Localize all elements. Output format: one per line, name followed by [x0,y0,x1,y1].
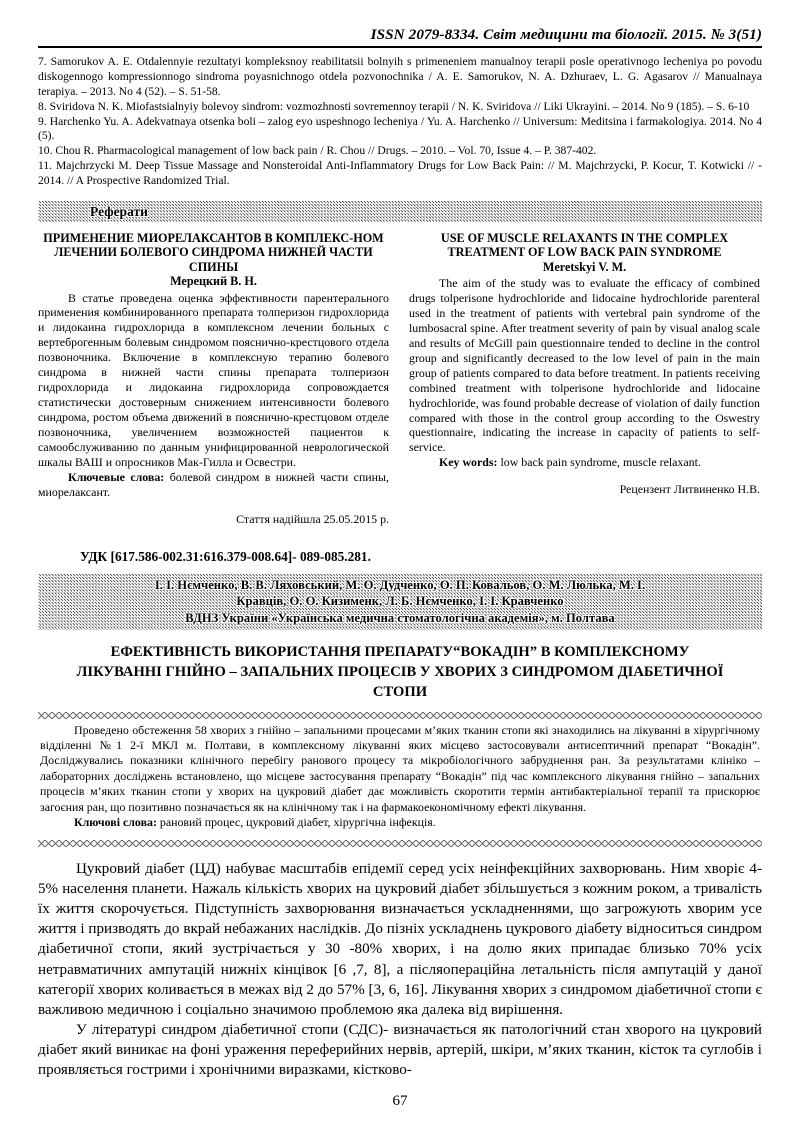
reference-list [38,55,762,189]
affiliation-line: ВДНЗ України «Українська медична стоматологічна академія», м. Полтава [185,610,615,625]
reference-item: 8. Sviridova N. K. Miofastsialnyiy bolevoy sindrom: vozmozhnosti sovremennoy terapii / N. K. Sviridova // Liki Ukrayini. – 2014. No 9 (185). – S. 6-10 [38,99,750,113]
zigzag-divider-top [38,712,762,719]
running-head: ISSN 2079-8334. Світ медицини та біології. 2015. № 3(51) [370,26,762,43]
abstracts-section-label: Реферати [90,203,148,219]
page-number: 67 [392,1093,408,1109]
body-paragraph: У літературі синдром діабетичної стопи (СДС)- визначається як патологічний стан хворого на цукровий діабет який виникає на фоні ураження переферийних нервів, артерій, шкіри, м’яких тканин, кісток та суглобів і проявляється гострими і хронічними виразками, кістково- [38,1021,762,1079]
reference-item: 11. Majchrzycki M. Deep Tissue Massage and Nonsteroidal Anti-Inflammatory Drugs for Low Back Pain: // M. Majchrzycki, P. Kocur, T. Kotwicki // - 2014. // A Prospective Randomized Trial. [38,159,762,188]
abstract-ru-keywords [38,470,389,500]
article-authors-banner [38,574,762,630]
udc-code: УДК [617.586-002.31:616.379-008.64]- 089-085.281. [80,548,371,564]
abstract-ru-keywords-label: Ключевые слова: [68,469,165,484]
article-keywords [40,815,760,830]
abstract-en-keywords-label: Key words: [439,455,498,470]
body-paragraph: Цукровий діабет (ЦД) набуває масштабів епідемії серед усіх неінфекційних захворювань. Ним хворіє 4-5% населення планети. Нажаль кількість хворих на цукровий діабет збільшується з кожним роком, а тривалість їх життя скорочується. Підступність захворювання визначається ускладненнями, що загрожують хворим усе життя і призводять до вкрай небажаних наслідків. До пізніх ускладнень цукрового діабету відноситься синдром діабетичної стопи, який зустрічається у 30 -80% хворих, і на долю яких припадає близько 70% усіх нетравматичних ампутацій нижніх кінцівок [6 ,7, 8], а післяопераційна летальність після ампутацій у даної категорії хворих коливається в межах від 2 до 57% [3, 6, 16]. Лікування хворих з синдромом діабетичної стопи є важливою медичною і соціально значимою проблемою яка далека від вирішення. [38,860,762,1018]
abstract-ru-author: Мерецкий В. Н. [170,274,257,289]
article-body [38,859,762,1081]
abstract-en-footer: Рецензент Литвиненко Н.В. [619,482,760,497]
abstract-en-body: The aim of the study was to evaluate the efficacy of combined drugs tolperisone hydrochloride and lidocaine hydrochloride parenteral used in the treatment of patients with vertebral pain syndrome of the lumbosacral spine. After treatment severity of pain by visual analog scale and results of McGill pain questionnaire tended to decline in the control group and significantly decreased to the low level of pain in the main group of patients compared to data before treatment. In patients receiving combined treatment with tolperisone hydrochloride and lidocaine hydrochloride, was found probable decrease of violation of daily function compared with those in the control group according to the Oswestry questionnaire, indicating the increase in capacity of patients to self-service. [409,276,760,455]
abstract-en-title: USE OF MUSCLE RELAXANTS IN THE COMPLEX TREATMENT OF LOW BACK PAIN SYNDROME [440,231,729,260]
abstracts-section-banner [38,201,762,222]
abstract-en-keywords [409,455,760,470]
abstract-ru-keywords-value: болевой синдром в нижней части спины, миорелаксант. [38,469,389,499]
article-keywords-label: Ключові слова: [74,815,157,830]
abstract-en-keywords-value: low back pain syndrome, muscle relaxant. [497,455,701,470]
article-abstract-body: Проведено обстеження 58 хворих з гнійно – запальними процесами м’яких тканин стопи які знаходились на лікуванні в хірургічному відділенні №1 2-ї МКЛ м. Полтави, в комплексному лікуванні яких місцево застосовували антисептичний препарат “Вокадін”. Досліджувались показники клінічного перебігу ранового процесу та мікробіологічного забруднення ран. За результатами клініко – лабораторних досліджень встановлено, що місцеве застосування препарату “Вокадін” під час комплексного лікування гнійно – запальних процесів м’яких тканин стопи у хворих на цукровий діабет дає можливість скоротити термін антибактеріальної терапії та прискорює загоєния ран, що позитивно позначається як на клінічному так і на фармакоекономічному ефекті лікування. [40,722,760,814]
reference-item: 7. Samorukov A. E. Otdalennyie rezultatyi kompleksnoy reabilitatsii bolnyih s primeneniem manualnoy terapii posle operativnogo lecheniya po povodu diskogennogo kompressionnogo sindroma poyasnichnogo otdela pozvonochnika / A. E. Samorukov, N. A. Dzhuraev, L. G. Agasarov // Manualnaya terapiya. – 2013. No 4 (52). – S. 51-58. [38,55,762,98]
abstract-english [409,231,760,527]
abstract-ru-title: ПРИМЕНЕНИЕ МИОРЕЛАКСАНТОВ В КОМПЛЕКС-НОМ ЛЕЧЕНИИ БОЛЕВОГО СИНДРОМА НИЖНЕЙ ЧАСТИ СПИНЫ [43,231,384,274]
reference-item: 9. Harchenko Yu. A. Adekvatnaya otsenka boli – zalog eyo uspeshnogo lecheniya / Yu. A. Harchenko // Universum: Meditsina i farmakologiya. 2014. No 4 (5). [38,114,762,143]
article-title: ЕФЕКТИВНІСТЬ ВИКОРИСТАННЯ ПРЕПАРАТУ“ВОКАДІН” В КОМПЛЕКСНОМУ ЛІКУВАННІ ГНІЙНО – ЗАПАЛЬНИХ ПРОЦЕСІВ У ХВОРИХ З СИНДРОМОМ ДІАБЕТИЧНОЇ СТОПИ [76,644,724,700]
article-abstract-ukrainian [38,723,762,831]
abstracts-columns [38,231,762,527]
reference-item: 10. Chou R. Pharmacological management of low back pain / R. Chou // Drugs. – 2010. – Vol. 70, Issue 4. – P. 387-402. [38,144,597,158]
abstract-russian [38,231,389,527]
article-keywords-value: рановий процес, цукровий діабет, хірургічна інфекція. [156,815,436,830]
authors-line-2: Кравців, О. О. Кизименк, Л. Б. Нємченко, І. І. Кравченко [236,594,564,609]
authors-line-1: І. І. Нємченко, В. В. Ляховський, М. О. Дудченко, О. П. Ковальов, О. М. Люлька, М. І. [154,577,646,592]
abstract-ru-footer: Стаття надійшла 25.05.2015 р. [236,511,389,526]
running-head-rule [38,46,762,48]
zigzag-divider-bottom [38,840,762,847]
abstract-en-author: Meretskyi V. M. [542,259,627,274]
abstract-ru-body: В статье проведена оценка эффективности парентерального применения комбинированного препарата толперизон гидрохлорида и лидокаина гидрохлорида в комплексном лечении больных с вертеброгенным болевым синдромом пояснично-крестцового отдела позвоночника. Включение в комплексную терапию болевого синдрома в нижней части спины препарата толперизон гидрохлорида и лидокаина гидрохлорида сопровождается статистически достоверным снижением интенсивности болевого синдрома, ростом объема движений в пояснично-крестцовом отделе позвоночника, увеличением возможностей пациентов к самообслуживанию по данным унифицированной неврологической шкалы ВАШ и опросников Мак-Гилла и Освестри. [38,290,389,469]
